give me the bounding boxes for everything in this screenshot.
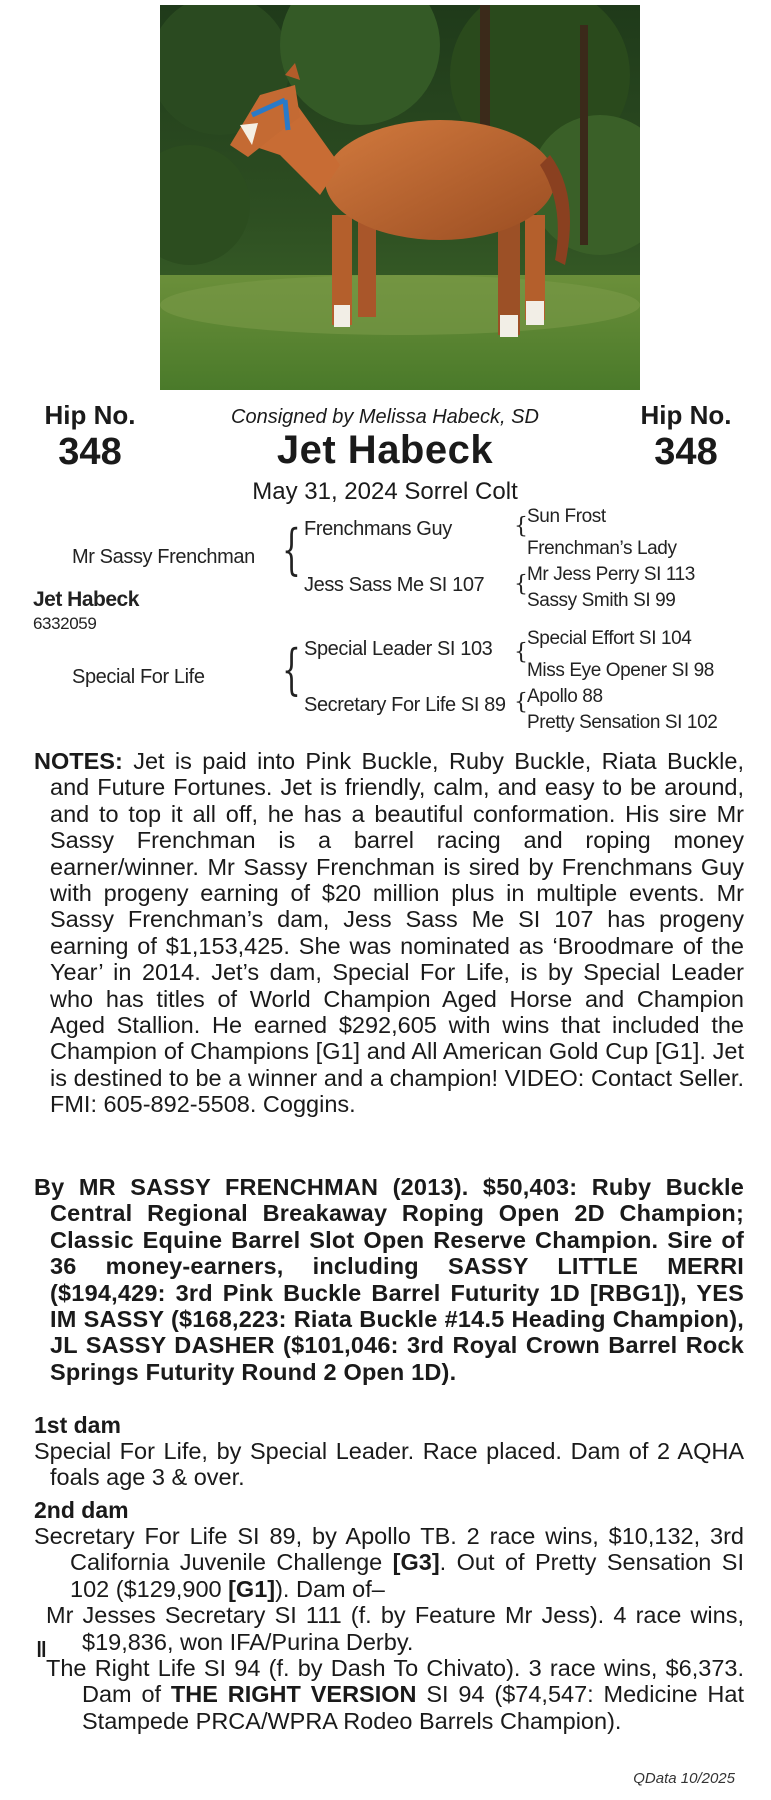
consignor: Consigned by Melissa Habeck, SD <box>231 406 539 428</box>
pedigree-sire-sire: Frenchmans Guy <box>304 518 452 540</box>
pedigree-g3: Sun Frost <box>527 506 606 527</box>
first-dam-section <box>34 1438 744 1491</box>
pedigree-g3: Sassy Smith SI 99 <box>527 590 676 611</box>
hip-number: 348 <box>654 431 718 473</box>
pedigree-subject: Jet Habeck <box>33 588 139 611</box>
brace: { <box>514 640 528 665</box>
pedigree-dam: Special For Life <box>72 666 205 688</box>
pedigree-dam-dam: Secretary For Life SI 89 <box>304 694 506 716</box>
brace: { <box>282 518 301 581</box>
first-dam-heading: 1st dam <box>34 1412 121 1438</box>
foaling-info: May 31, 2024 Sorrel Colt <box>252 478 518 505</box>
hip-label: Hip No. <box>44 400 136 430</box>
pedigree-sire: Mr Sassy Frenchman <box>72 546 255 568</box>
second-dam-section <box>34 1523 744 1734</box>
pedigree-g3: Mr Jess Perry SI 113 <box>527 564 695 585</box>
sire-record-text: By MR SASSY FRENCHMAN (2013). $50,403: Ruby Buckle Central Regional Breakaway Roping Open 2D Champion; Classic Equine Barrel Slot Open Reserve Champion. Sire of 36 money-earners, including SASSY LITTLE MERRI ($194,429: 3rd Pink Buckle Barrel Futurity 1D [RBG1]), YES IM SASSY ($168,223: Riata Buckle #14.5 Heading Champion), JL SASSY DASHER ($101,046: 3rd Royal Crown Barrel Rock Springs Futurity Round 2 Open 1D). <box>34 1174 744 1385</box>
brace: { <box>514 690 528 715</box>
registration-number: 6332059 <box>33 614 97 633</box>
hip-number: 348 <box>58 431 122 473</box>
hip-label: Hip No. <box>640 400 732 430</box>
produce-record: The Right Life SI 94 (f. by Dash To Chivato). 3 race wins, $6,373. Dam of THE RIGHT VERSION SI 94 ($74,547: Medicine Hat Stampede PRCA/WPRA Rodeo Barrels Champion). <box>46 1655 745 1734</box>
pedigree-g3: Pretty Sensation SI 102 <box>527 712 718 733</box>
hip-block-right <box>626 400 746 474</box>
brace: { <box>282 638 301 701</box>
pedigree-g3: Apollo 88 <box>527 686 603 707</box>
hip-block-left <box>30 400 150 474</box>
produce-record: Mr Jesses Secretary SI 111 (f. by Feature Mr Jess). 4 race wins, $19,836, won IFA/Purina Derby. <box>46 1602 744 1655</box>
notes-label: NOTES: <box>34 748 123 774</box>
pedigree-g3: Special Effort SI 104 <box>527 628 692 649</box>
horse-photo <box>160 5 640 390</box>
second-dam-heading: 2nd dam <box>34 1497 129 1523</box>
notes-text: Jet is paid into Pink Buckle, Ruby Buckle, Riata Buckle, and Future Fortunes. Jet is friendly, calm, and easy to be around, and to top it all off, he has a beautiful conformation. His sire Mr Sassy Frenchman is a barrel racing and roping money earner/winner. Mr Sassy Frenchman is sired by Frenchmans Guy with progeny earning of $20 million plus in multiple events. Mr Sassy Frenchman’s dam, Jess Sass Me SI 107 has progeny earning of $1,153,425. She was nominated as ‘Broodmare of the Year’ in 2014. Jet’s dam, Special For Life, is by Special Leader who has titles of World Champion Aged Horse and Champion Aged Stallion. He earned $292,605 with wins that included the Champion of Champions [G1] and All American Gold Cup [G1]. Jet is destined to be a winner and a champion! VIDEO: Contact Seller. FMI: 605-892-5508. Coggins. <box>50 748 745 1118</box>
pedigree-g3: Miss Eye Opener SI 98 <box>527 660 714 681</box>
pedigree-sire-dam: Jess Sass Me SI 107 <box>304 574 485 596</box>
horse-name: Jet Habeck <box>276 428 494 472</box>
qdata-footer: QData 10/2025 <box>633 1770 735 1787</box>
brace: { <box>514 572 528 597</box>
brace: { <box>514 514 528 539</box>
first-dam-text: Special For Life, by Special Leader. Race placed. Dam of 2 AQHA foals age 3 & over. <box>34 1438 744 1491</box>
notes-section <box>34 748 744 1118</box>
second-dam-text: Secretary For Life SI 89, by Apollo TB. 2 race wins, $10,132, 3rd California Juvenile Challenge [G3]. Out of Pretty Sensation SI 102 ($129,900 [G1]). Dam of– <box>34 1523 744 1602</box>
stakes-producer-mark: ‖ <box>36 1637 47 1662</box>
pedigree-dam-sire: Special Leader SI 103 <box>304 638 493 660</box>
pedigree-g3: Frenchman’s Lady <box>527 538 677 559</box>
sire-record <box>34 1174 744 1385</box>
